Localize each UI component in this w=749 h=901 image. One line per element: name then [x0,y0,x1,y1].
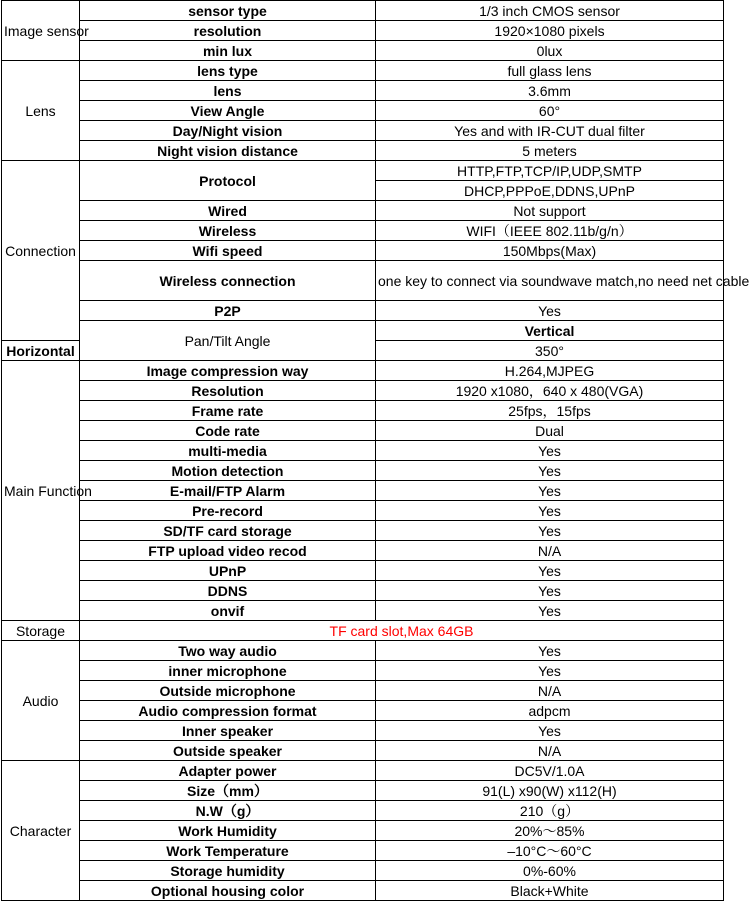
table-row [2,661,724,681]
param-label: Motion detection [80,461,376,481]
param-value: Yes [376,501,724,521]
table-row [2,681,724,701]
table-row [2,381,724,401]
param-label: min lux [80,41,376,61]
table-row [2,361,724,381]
category-pan-tilt-angle: Pan/Tilt Angle [80,321,376,361]
param-value: N/A [376,681,724,701]
param-value: 3.6mm [376,81,724,101]
param-value: Yes [376,481,724,501]
table-row [2,221,724,241]
table-row [2,801,724,821]
param-label: Audio compression format [80,701,376,721]
table-row [2,781,724,801]
table-row [2,41,724,61]
param-label: Day/Night vision [80,121,376,141]
table-row [2,61,724,81]
param-value: Yes and with IR-CUT dual filter [376,121,724,141]
category-character: Character [2,761,80,901]
param-label: Size（mm） [80,781,376,801]
table-row [2,421,724,441]
param-label: resolution [80,21,376,41]
param-label: Pre-record [80,501,376,521]
table-row [2,861,724,881]
param-value: Yes [376,641,724,661]
param-label: Resolution [80,381,376,401]
table-row [2,881,724,901]
param-label: onvif [80,601,376,621]
table-row [2,481,724,501]
table-row [2,501,724,521]
param-label: N.W（g） [80,801,376,821]
param-value: HTTP,FTP,TCP/IP,UDP,SMTP [376,161,724,181]
param-value: 210（g） [376,801,724,821]
table-row [2,201,724,221]
param-label: Optional housing color [80,881,376,901]
param-value: Yes [376,721,724,741]
storage-value: TF card slot,Max 64GB [80,621,724,641]
table-row [2,141,724,161]
param-label: DDNS [80,581,376,601]
param-value: N/A [376,541,724,561]
param-value: 1920 x1080，640 x 480(VGA) [376,381,724,401]
param-label: View Angle [80,101,376,121]
table-row [2,541,724,561]
category-main-function: Main Function [2,361,80,621]
param-label: Wifi speed [80,241,376,261]
param-value: Yes [376,581,724,601]
table-row [2,301,724,321]
table-row [2,701,724,721]
table-row [2,841,724,861]
table-row [2,601,724,621]
param-value: N/A [376,741,724,761]
param-label: Image compression way [80,361,376,381]
spec-table [1,0,749,901]
category-audio: Audio [2,641,80,761]
param-label: Outside speaker [80,741,376,761]
param-label: Storage humidity [80,861,376,881]
param-value: 1920×1080 pixels [376,21,724,41]
param-label: multi-media [80,441,376,461]
param-label: Two way audio [80,641,376,661]
table-row [2,441,724,461]
param-label: Protocol [80,161,376,201]
param-value: H.264,MJPEG [376,361,724,381]
category-storage: Storage [2,621,80,641]
param-label: Inner speaker [80,721,376,741]
param-label: Horizontal [2,341,80,361]
param-label: Vertical [376,321,724,341]
param-label: Work Humidity [80,821,376,841]
table-row [2,561,724,581]
table-row [2,321,724,341]
param-value: 0lux [376,41,724,61]
param-value: 5 meters [376,141,724,161]
category-lens: Lens [2,61,80,161]
param-label: Work Temperature [80,841,376,861]
param-label: E-mail/FTP Alarm [80,481,376,501]
table-row [2,621,724,641]
param-label: P2P [80,301,376,321]
param-value: Yes [376,601,724,621]
table-row [2,121,724,141]
param-value: Black+White [376,881,724,901]
param-value: WIFI（IEEE 802.11b/g/n） [376,221,724,241]
table-row [2,761,724,781]
param-value: Yes [376,521,724,541]
param-value: 1/3 inch CMOS sensor [376,1,724,21]
table-row [2,521,724,541]
table-row [2,721,724,741]
category-connection: Connection [2,161,80,341]
param-label: Adapter power [80,761,376,781]
param-label: Frame rate [80,401,376,421]
param-value: Not support [376,201,724,221]
param-value: 20%～85% [376,821,724,841]
table-row [2,241,724,261]
table-row [2,741,724,761]
param-value: 350° [376,341,724,361]
param-label: Wireless [80,221,376,241]
table-row [2,401,724,421]
param-value: Yes [376,561,724,581]
param-value: DHCP,PPPoE,DDNS,UPnP [376,181,724,201]
param-value: –10°C～60°C [376,841,724,861]
param-label: Wired [80,201,376,221]
table-row [2,161,724,181]
param-label: Code rate [80,421,376,441]
param-value: 91(L) x90(W) x112(H) [376,781,724,801]
table-row [2,21,724,41]
table-row [2,261,724,301]
param-value: adpcm [376,701,724,721]
param-label: sensor type [80,1,376,21]
table-row [2,81,724,101]
param-label: inner microphone [80,661,376,681]
param-value: Dual [376,421,724,441]
param-value: 150Mbps(Max) [376,241,724,261]
param-label: lens type [80,61,376,81]
param-value: DC5V/1.0A [376,761,724,781]
table-row [2,461,724,481]
param-label: Night vision distance [80,141,376,161]
table-row [2,821,724,841]
param-label: UPnP [80,561,376,581]
param-label: Wireless connection [80,261,376,301]
param-label: SD/TF card storage [80,521,376,541]
param-value: 60° [376,101,724,121]
table-row [2,101,724,121]
table-row [2,581,724,601]
param-value: 0%-60% [376,861,724,881]
param-value: Yes [376,441,724,461]
param-value: full glass lens [376,61,724,81]
param-label: Outside microphone [80,681,376,701]
param-value: Yes [376,301,724,321]
table-row [2,1,724,21]
param-value: one key to connect via soundwave match,no need net cable [376,261,724,301]
param-value: 25fps，15fps [376,401,724,421]
param-value: Yes [376,461,724,481]
param-label: FTP upload video recod [80,541,376,561]
category-image-sensor: Image sensor [2,1,80,61]
table-row [2,641,724,661]
param-value: Yes [376,661,724,681]
param-label: lens [80,81,376,101]
